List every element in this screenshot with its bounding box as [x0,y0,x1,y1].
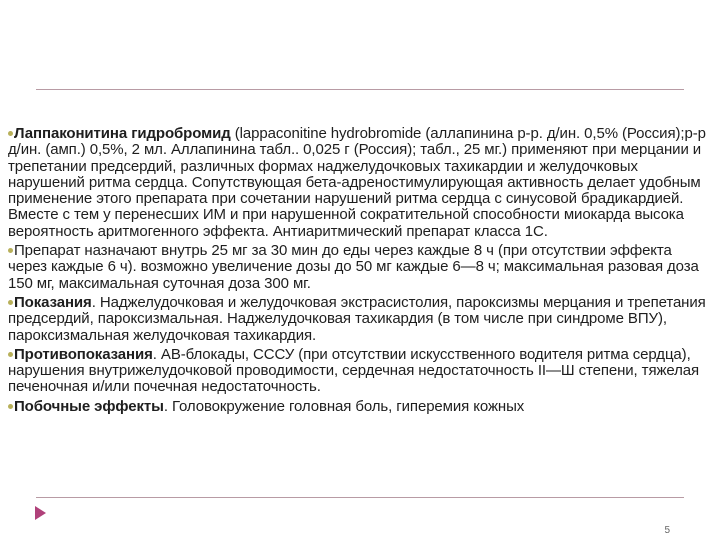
bullet-icon [8,300,13,305]
page-number: 5 [664,525,670,536]
contraindications-term: Противопоказания [14,345,153,363]
side-effects-text: . Головокружение головная боль, гиперемия кожных [163,397,525,415]
bullet-icon [8,404,13,409]
side-effects-term: Побочные эффекты [14,397,164,415]
bullet-icon [8,131,13,136]
triangle-marker-icon [35,506,46,520]
paragraph-side-effects [8,399,708,415]
bottom-divider-line [36,497,684,498]
top-divider-line [36,89,684,90]
drug-name-term: Лаппаконитина гидробромид [14,125,231,142]
paragraph-dosage [8,243,708,292]
bullet-icon [8,352,13,357]
contraindications-text: . АВ-блокады, СССУ (при отсутствии искусственного водителя ритма сердца), нарушения внутрижелудочковой проводимости, сердечная недостаточность II—Ш степени, тяжелая печеночная и/или почечная недостаточность. [8,345,700,396]
indications-term: Показания [14,293,92,311]
paragraph-contraindications [8,347,708,396]
paragraph-indications [8,295,708,344]
dosage-text: Препарат назначают внутрь 25 мг за 30 мин до еды через каждые 8 ч (при отсутствии эффекта через каждые 6 ч). возможно увеличение дозы до 50 мг каждые 6—8 ч; максимальная разовая доза 150 мг, максимальная суточная доза 300 мг. [8,242,699,292]
bullet-icon [8,248,13,253]
drug-description-text: (lappaconitine hydrobromide (аллапинина р-р. д/ин. 0,5% (Россия);р-р д/ин. (амп.) 0,5%, 2 мл. Аллапинина табл.. 0,025 г (Россия); табл., 25 мг.) применяют при мерцании и трепетании предсердий, различных формах наджелудочковых тахикардии и желудочковых нарушений ритма сердца. Сопутствующая бета-адреностимулирующая активность делает удобным применение этого препарата при сочетании нарушений ритма сердца с синусовой брадикардией. Вместе с тем у перенесших ИМ и при нарушенной сократительной способности миокарда высока вероятность аритмогенного эффекта. Антиаритмический препарат класса 1С. [8,125,706,240]
indications-text: . Наджелудочковая и желудочковая экстрасистолия, пароксизмы мерцания и трепетания предсердий, пароксизмальная. Наджелудочковая тахикардия (в том числе при синдроме ВПУ), пароксизмальная желудочковая тахикардия. [8,293,706,344]
paragraph-lappaconitine [8,126,708,240]
slide-text-body [8,126,708,418]
